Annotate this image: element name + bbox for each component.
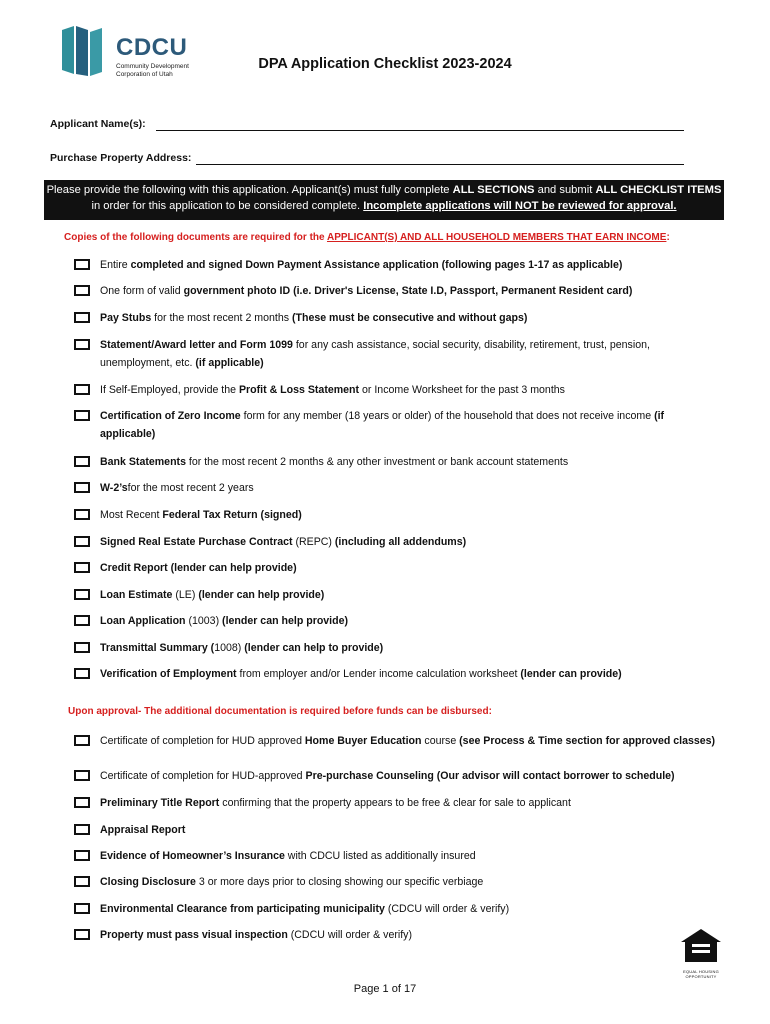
checkbox[interactable] [74, 456, 90, 467]
checkbox[interactable] [74, 770, 90, 781]
item-text-pre: Certificate of completion for HUD-approved [100, 770, 306, 782]
checklist-item-text [100, 732, 720, 750]
section1-heading-text: Copies of the following documents are required for the [64, 232, 327, 243]
item-text-b: Closing Disclosure [100, 876, 196, 888]
item-text-post: from employer and/or Lender income calculation worksheet [236, 668, 521, 680]
item-text-b: W-2’s [100, 482, 128, 494]
checkbox[interactable] [74, 259, 90, 270]
item-text-b: Pre-purchase Counseling (Our advisor will contact borrower to schedule) [305, 770, 675, 782]
checklist-item-text [100, 873, 720, 891]
checklist-item-text [100, 665, 720, 683]
checkbox[interactable] [74, 312, 90, 323]
applicant-name-label: Applicant Name(s): [50, 118, 146, 130]
banner-warning: Incomplete applications will NOT be reviewed for approval. [363, 200, 677, 212]
applicant-name-line[interactable] [156, 130, 684, 131]
checkbox[interactable] [74, 824, 90, 835]
item-text-b2: (These must be consecutive and without gaps) [291, 312, 528, 324]
item-text-post: for any cash assistance, social security, disability, retirement, trust, pension, unemployment, etc. [100, 339, 650, 369]
checklist-item-text [100, 794, 720, 812]
checkbox[interactable] [74, 285, 90, 296]
checklist-item-text [100, 639, 720, 657]
section1-heading-colon: : [666, 232, 670, 243]
equal-housing-opportunity-logo [679, 928, 723, 979]
equal-housing-house-icon [679, 928, 723, 964]
checkbox[interactable] [74, 615, 90, 626]
item-text-b: Transmittal Summary ( [100, 642, 215, 654]
checklist-item-text [100, 559, 720, 577]
checkbox[interactable] [74, 536, 90, 547]
item-text-b: Statement/Award letter and Form 1099 [100, 339, 293, 351]
checkbox[interactable] [74, 735, 90, 746]
item-text-b: Home Buyer Education [304, 735, 422, 747]
equal-housing-text: EQUAL HOUSING OPPORTUNITY [683, 969, 719, 979]
checkbox[interactable] [74, 482, 90, 493]
item-text-post: course [421, 735, 460, 747]
checkbox[interactable] [74, 876, 90, 887]
item-text-b: Bank Statements [100, 456, 186, 468]
checklist-item-text [100, 900, 720, 918]
checklist-item-text [100, 256, 720, 274]
item-text-b2: (lender can help provide) [222, 615, 349, 627]
item-text-post: (LE) [172, 589, 199, 601]
section1-heading [64, 232, 670, 243]
checkbox[interactable] [74, 509, 90, 520]
item-text-post: for the most recent 2 years [127, 482, 254, 494]
item-text-post: 1008) [214, 642, 245, 654]
item-text-post: 3 or more days prior to closing showing our specific verbiage [195, 876, 484, 888]
checkbox[interactable] [74, 562, 90, 573]
item-text-b: Credit Report (lender can help provide) [100, 562, 297, 574]
item-text-pre: Entire [100, 259, 131, 271]
checklist-item-text [100, 479, 720, 497]
item-text-b: Loan Estimate [100, 589, 173, 601]
item-text-post: or Income Worksheet for the past 3 months [359, 384, 565, 396]
applicant-name-field[interactable] [50, 118, 146, 130]
banner-bold-1: ALL SECTIONS [452, 184, 535, 196]
item-text-post: (1003) [185, 615, 223, 627]
item-text-b: Property must pass visual inspection [100, 929, 288, 941]
instructions-banner [44, 180, 724, 220]
item-text-b: Signed Real Estate Purchase Contract [100, 536, 293, 548]
checkbox[interactable] [74, 642, 90, 653]
item-text-b: Preliminary Title Report [100, 797, 220, 809]
item-text-pre: One form of valid [100, 285, 184, 297]
checkbox[interactable] [74, 589, 90, 600]
item-text-post: (CDCU will order & verify) [287, 929, 413, 941]
checklist-item-text [100, 453, 720, 471]
item-text-b: Verification of Employment [100, 668, 237, 680]
checklist-item-text [100, 336, 720, 372]
section2-heading: Upon approval- The additional documentation is required before funds can be disbursed: [68, 706, 492, 717]
checkbox[interactable] [74, 668, 90, 679]
checklist-item-text [100, 506, 720, 524]
item-text-b2: (lender can help to provide) [244, 642, 384, 654]
checklist-item-text [100, 767, 720, 785]
item-text-b2: (lender can provide) [520, 668, 622, 680]
checklist-item-text [100, 533, 720, 551]
property-address-label: Purchase Property Address: [50, 152, 192, 164]
checkbox[interactable] [74, 339, 90, 350]
item-text-post: for the most recent 2 months & any other investment or bank account statements [185, 456, 569, 468]
item-text-b: Environmental Clearance from participating municipality [100, 903, 385, 915]
item-text-b: Evidence of Homeowner’s Insurance [100, 850, 285, 862]
logo-wordmark: CDCU [116, 34, 188, 61]
checklist-item-text [100, 282, 720, 300]
item-text-b: Loan Application [100, 615, 186, 627]
logo-subtitle-line2: Corporation of Utah [116, 71, 173, 78]
logo-subtitle-line1: Community Development [116, 63, 189, 70]
item-text-b: Appraisal Report [100, 824, 186, 836]
property-address-field[interactable] [50, 152, 191, 164]
checklist-item-text [100, 586, 720, 604]
item-text-b2: (if applicable) [195, 357, 264, 369]
item-text-b: completed and signed Down Payment Assistance application (following pages 1-17 as applicable) [130, 259, 623, 271]
checkbox[interactable] [74, 850, 90, 861]
item-text-post: (REPC) [292, 536, 335, 548]
item-text-post: for the most recent 2 months [151, 312, 292, 324]
item-text-b: Certification of Zero Income [100, 410, 241, 422]
checkbox[interactable] [74, 797, 90, 808]
banner-text-3: in order for this application to be considered complete. [91, 200, 364, 212]
item-text-b: Federal Tax Return (signed) [162, 509, 302, 521]
item-text-post: (CDCU will order & verify) [384, 903, 510, 915]
page-number: Page 1 of 17 [353, 983, 417, 995]
checklist-item-text [100, 381, 720, 399]
checkbox[interactable] [74, 903, 90, 914]
banner-text-1: Please provide the following with this application. Applicant(s) must fully complete [46, 184, 453, 196]
item-text-post: confirming that the property appears to be free & clear for sale to applicant [219, 797, 571, 809]
item-text-b: Profit & Loss Statement [238, 384, 360, 396]
checklist-item-text [100, 926, 720, 944]
checklist-item-text [100, 612, 720, 630]
banner-text-2: and submit [534, 184, 596, 196]
checkbox[interactable] [74, 929, 90, 940]
checkbox[interactable] [74, 384, 90, 395]
banner-bold-2: ALL CHECKLIST ITEMS [595, 184, 722, 196]
item-text-post: form for any member (18 years or older) of the household that does not receive income [240, 410, 655, 422]
item-text-pre: Most Recent [100, 509, 163, 521]
checklist-item-text [100, 309, 720, 327]
item-text-pre: Certificate of completion for HUD approved [100, 735, 305, 747]
document-title: DPA Application Checklist 2023-2024 [258, 56, 512, 72]
item-text-post: with CDCU listed as additionally insured [284, 850, 476, 862]
item-text-b2: (if applicable) [100, 410, 665, 440]
checklist-item-text [100, 847, 720, 865]
item-text-b2: (lender can help provide) [198, 589, 325, 601]
item-text-pre: If Self-Employed, provide the [100, 384, 239, 396]
section1-heading-underline: APPLICANT(S) AND ALL HOUSEHOLD MEMBERS THAT EARN INCOME [326, 232, 667, 243]
item-text-b: Pay Stubs [100, 312, 152, 324]
item-text-b2: (see Process & Time section for approved classes) [459, 735, 716, 747]
property-address-line[interactable] [196, 164, 684, 165]
checklist-item-text [100, 821, 720, 839]
item-text-b2: (including all addendums) [334, 536, 467, 548]
item-text-b: government photo ID (i.e. Driver's License, State I.D, Passport, Permanent Resident card) [183, 285, 633, 297]
checkbox[interactable] [74, 410, 90, 421]
checklist-item-text [100, 407, 720, 443]
